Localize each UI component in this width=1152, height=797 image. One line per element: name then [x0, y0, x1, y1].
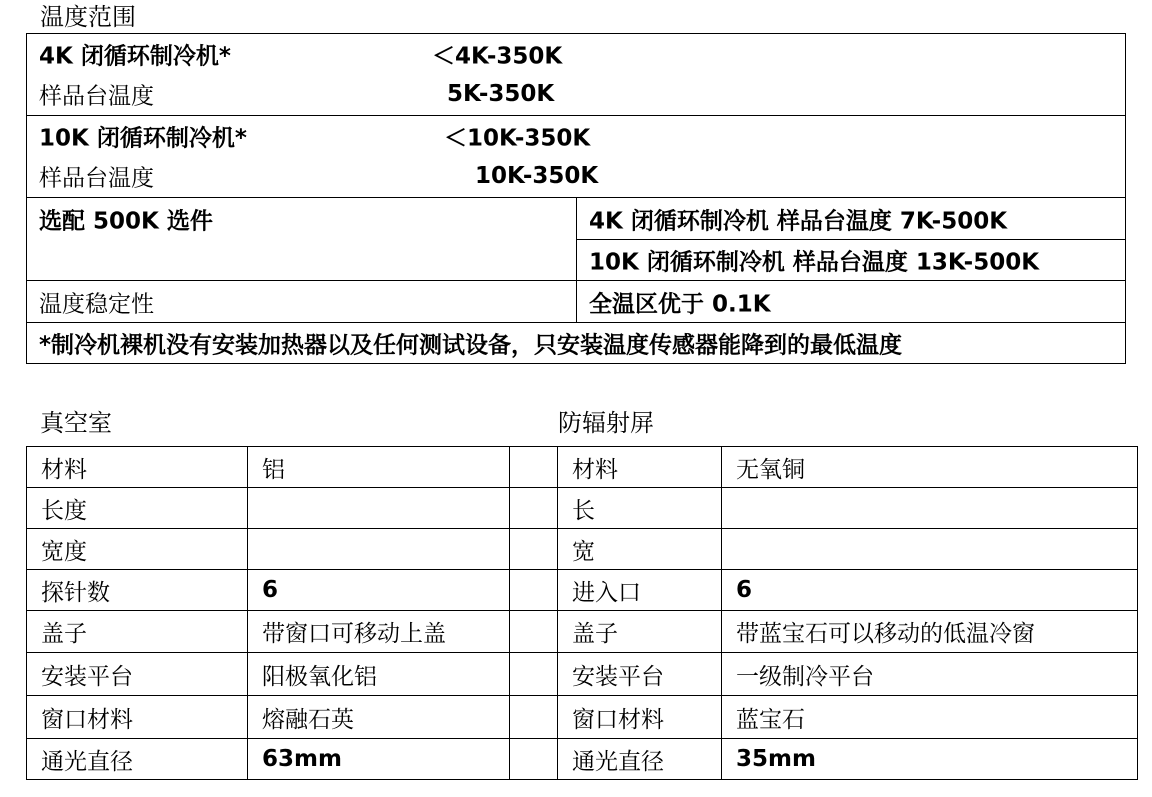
shield-value [722, 488, 1138, 529]
temperature-stability-value: 全温区优于 0.1K [589, 291, 771, 317]
spacer-cell [510, 653, 558, 696]
vacuum-label: 盖子 [27, 611, 248, 653]
vacuum-label: 通光直径 [27, 739, 248, 780]
vacuum-label: 长度 [27, 488, 248, 529]
shield-value: 带蓝宝石可以移动的低温冷窗 [722, 611, 1138, 653]
shield-label: 盖子 [558, 611, 722, 653]
row-label: 样品台温度 [39, 165, 154, 192]
spacer-cell [510, 488, 558, 529]
row-value: 5K-350K [447, 81, 555, 107]
shield-value: 蓝宝石 [722, 696, 1138, 739]
table-row [27, 696, 1138, 739]
shield-label: 通光直径 [558, 739, 722, 780]
spacer-cell [510, 529, 558, 570]
radiation-shield-heading: 防辐射屏 [558, 409, 654, 437]
row-label: 10K 闭循环制冷机* [39, 125, 247, 152]
table-row [27, 570, 1138, 611]
row-10k-stage-temp [27, 156, 1125, 196]
row-4k-cooler [27, 34, 1125, 74]
vacuum-value: 6 [248, 570, 510, 611]
vacuum-value: 63mm [248, 739, 510, 780]
temperature-stability-label: 温度稳定性 [39, 291, 154, 317]
shield-label: 长 [558, 488, 722, 529]
vacuum-value: 带窗口可移动上盖 [248, 611, 510, 653]
option-500k-label: 选配 500K 选件 [39, 208, 213, 235]
shield-label: 材料 [558, 447, 722, 488]
spacer-cell [510, 570, 558, 611]
shield-label: 窗口材料 [558, 696, 722, 739]
vacuum-label: 安装平台 [27, 653, 248, 696]
option-item-4k: 4K 闭循环制冷机 样品台温度 7K-500K [589, 208, 1008, 234]
footnote: *制冷机裸机没有安装加热器以及任何测试设备，只安装温度传感器能降到的最低温度 [39, 332, 903, 359]
row-label: 样品台温度 [39, 83, 154, 110]
vacuum-value: 铝 [248, 447, 510, 488]
shield-label: 宽 [558, 529, 722, 570]
vacuum-label: 材料 [27, 447, 248, 488]
shield-value: 35mm [722, 739, 1138, 780]
row-value: 10K-350K [475, 163, 599, 189]
spacer-cell [510, 447, 558, 488]
table-row [27, 611, 1138, 653]
table-row [27, 653, 1138, 696]
vacuum-label: 探针数 [27, 570, 248, 611]
row-value: ＜10K-350K [444, 125, 591, 152]
spec-table [26, 446, 1138, 780]
vacuum-label: 宽度 [27, 529, 248, 570]
table-row [27, 447, 1138, 488]
row-4k-stage-temp [27, 74, 1125, 114]
row-10k-cooler [27, 116, 1125, 156]
row-label: 4K 闭循环制冷机* [39, 43, 231, 70]
spacer-cell [510, 696, 558, 739]
shield-value [722, 529, 1138, 570]
spacer-cell [510, 611, 558, 653]
table-row [27, 529, 1138, 570]
vacuum-value [248, 488, 510, 529]
table-row [27, 488, 1138, 529]
row-value: ＜4K-350K [432, 43, 563, 70]
shield-value: 无氧铜 [722, 447, 1138, 488]
vacuum-value [248, 529, 510, 570]
shield-label: 安装平台 [558, 653, 722, 696]
vacuum-chamber-heading: 真空室 [40, 409, 112, 437]
table-row [27, 739, 1138, 780]
spacer-cell [510, 739, 558, 780]
temperature-range-table [26, 33, 1126, 364]
vacuum-value: 熔融石英 [248, 696, 510, 739]
vacuum-value: 阳极氧化铝 [248, 653, 510, 696]
vacuum-label: 窗口材料 [27, 696, 248, 739]
option-item-10k: 10K 闭循环制冷机 样品台温度 13K-500K [589, 249, 1040, 276]
shield-label: 进入口 [558, 570, 722, 611]
shield-value: 6 [722, 570, 1138, 611]
shield-value: 一级制冷平台 [722, 653, 1138, 696]
temperature-range-heading: 温度范围 [40, 3, 136, 31]
